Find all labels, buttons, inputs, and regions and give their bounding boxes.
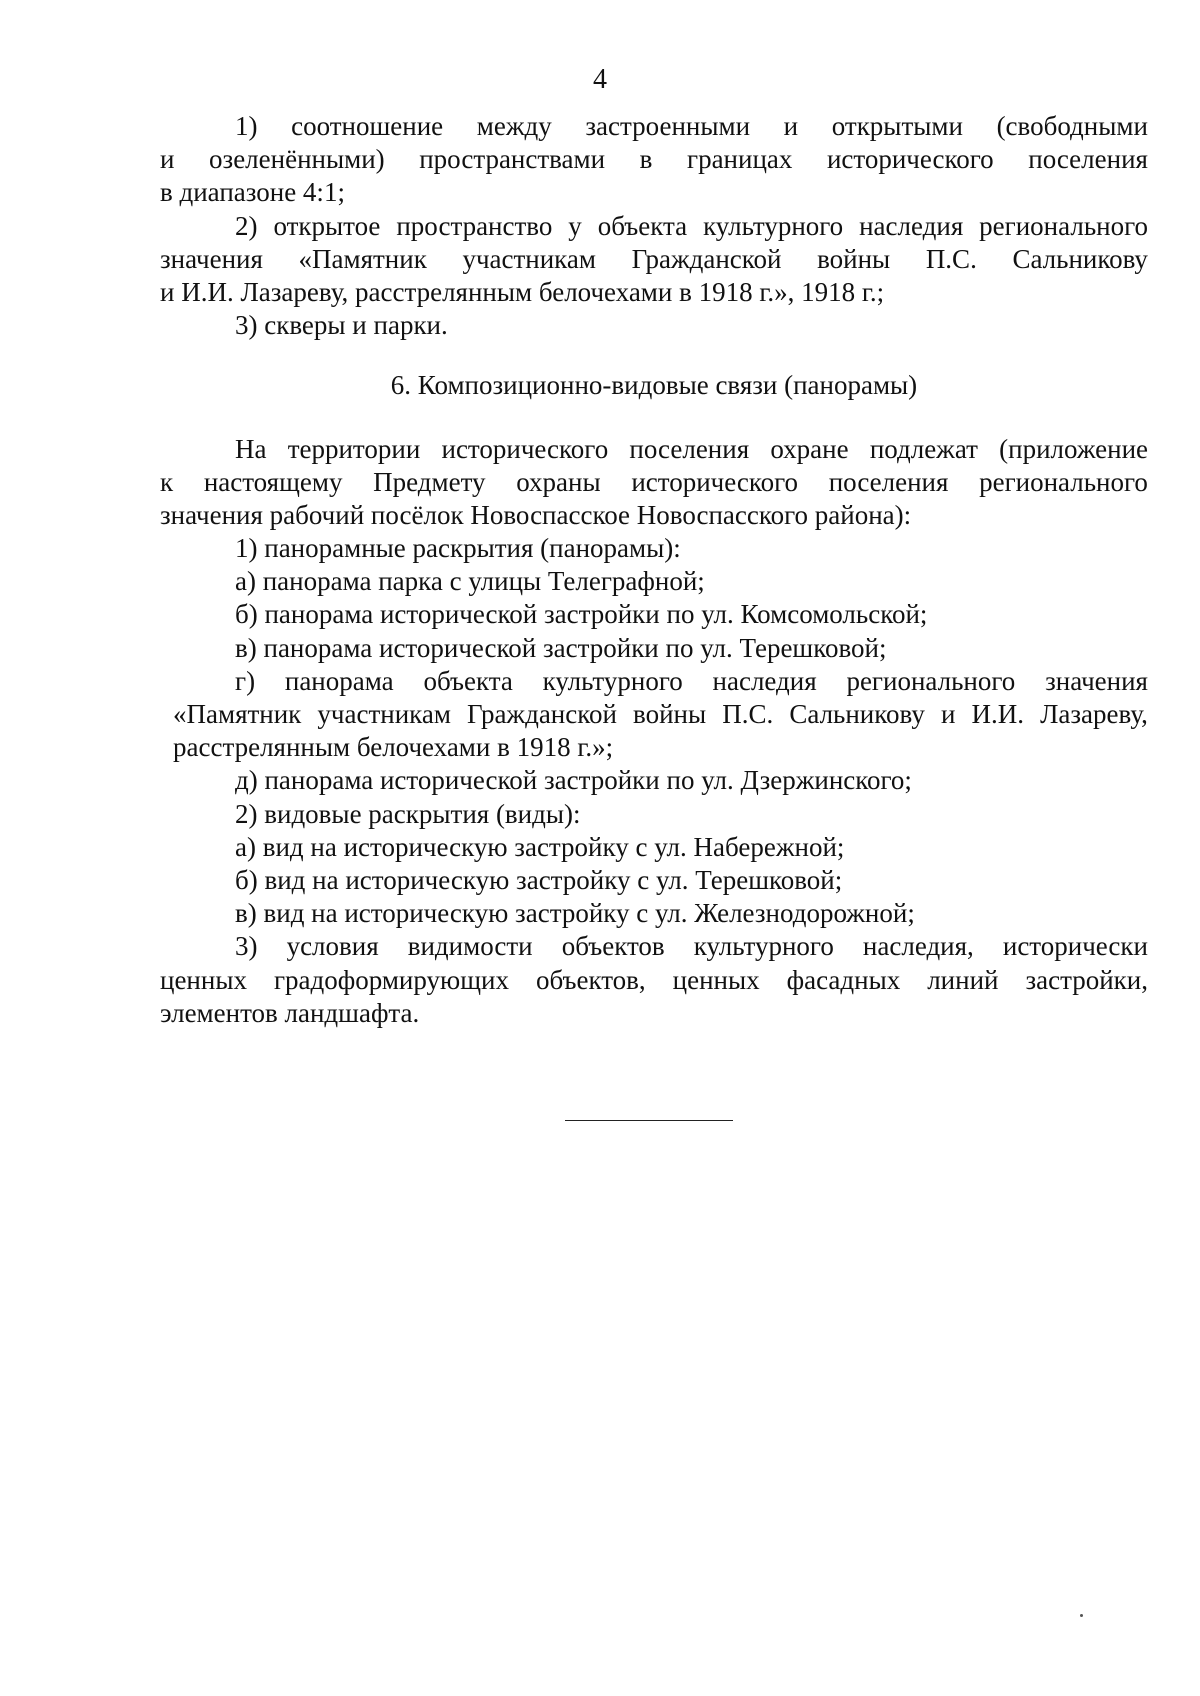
word: значения — [1045, 665, 1148, 696]
word: участникам — [462, 243, 596, 274]
word: видимости — [407, 931, 533, 962]
word: Гражданской — [467, 699, 617, 729]
word: поселения — [828, 466, 949, 497]
word: И.И. — [971, 699, 1024, 729]
word: подлежат — [869, 433, 978, 464]
word: исторического — [631, 466, 799, 497]
word: у — [568, 210, 582, 241]
word: исторического — [441, 433, 609, 464]
word: регионального — [979, 210, 1148, 241]
list-title: 1) панорамные раскрытия (панорамы): — [235, 533, 681, 564]
word: культурного — [542, 665, 683, 696]
text-line: значения рабочий посёлок Новоспасское Новоспасского района): — [160, 499, 912, 530]
word: объекта — [597, 210, 688, 241]
word: культурного — [693, 931, 834, 962]
word: ценных — [160, 964, 247, 995]
list-item: а) вид на историческую застройку с ул. Набережной; — [235, 831, 845, 862]
word: наследия — [859, 210, 964, 241]
list-item: в) вид на историческую застройку с ул. Железнодорожной; — [235, 898, 915, 929]
word: к — [160, 466, 174, 497]
word: и — [160, 144, 175, 175]
word: условия — [286, 931, 379, 962]
word: и — [783, 111, 799, 141]
word: наследия, — [862, 931, 974, 962]
word: ценных — [672, 964, 760, 995]
word: участникам — [317, 699, 451, 729]
word: озеленёнными) — [209, 144, 385, 175]
justified-line — [160, 110, 1148, 143]
list-title: 2) видовые раскрытия (виды): — [235, 798, 581, 829]
word: П.С. — [925, 243, 977, 274]
word: границах — [687, 144, 793, 175]
justified-line — [160, 665, 1148, 698]
list-item: в) панорама исторической застройки по ул. Терешковой; — [235, 632, 887, 663]
word: 1) — [235, 111, 258, 141]
text-line: элементов ландшафта. — [160, 997, 420, 1028]
word: войны — [817, 243, 891, 274]
word: фасадных — [786, 964, 901, 995]
word: поселения — [629, 433, 750, 464]
word: объектов — [561, 931, 665, 962]
list-item: д) панорама исторической застройки по ул. Дзержинского; — [235, 765, 912, 796]
word: панорама — [284, 665, 394, 696]
list-item: б) вид на историческую застройку с ул. Терешковой; — [235, 864, 843, 895]
word: войны — [633, 699, 707, 729]
word: значения — [160, 243, 263, 274]
word: «Памятник — [173, 699, 302, 729]
list-item: б) панорама исторической застройки по ул. Комсомольской; — [235, 599, 928, 630]
word: регионального — [846, 665, 1016, 696]
word: На — [235, 433, 267, 464]
justified-line — [160, 243, 1148, 276]
justified-line — [160, 143, 1148, 176]
list-item: а) панорама парка с улицы Телеграфной; — [235, 566, 705, 597]
word: (приложение — [999, 433, 1148, 464]
word: в — [639, 144, 653, 175]
justified-line — [160, 698, 1148, 731]
text-line: расстрелянным белочехами в 1918 г.»; — [173, 732, 614, 763]
justified-line — [160, 964, 1148, 997]
word: 2) — [235, 210, 258, 241]
justified-line — [160, 433, 1148, 466]
word: соотношение — [291, 111, 444, 141]
word: застроенными — [585, 111, 751, 141]
justified-line — [160, 466, 1148, 499]
word: открытыми — [831, 111, 963, 141]
section-heading: 6. Композиционно-видовые связи (панорамы) — [390, 370, 918, 401]
text-line: 3) скверы и парки. — [235, 310, 448, 341]
word: 3) — [235, 931, 258, 962]
text-line: в диапазоне 4:1; — [160, 177, 345, 208]
word: Лазареву, — [1040, 699, 1148, 729]
word: исторически — [1002, 931, 1148, 962]
justified-line — [160, 930, 1148, 963]
word: пространство — [396, 210, 553, 241]
word: объекта — [423, 665, 513, 696]
text-line: и И.И. Лазареву, расстрелянным белочехами в 1918 г.», 1918 г.; — [160, 276, 885, 307]
word: наследия — [712, 665, 817, 696]
word: между — [476, 111, 552, 141]
word: градоформирующих — [273, 964, 509, 995]
word: открытое — [273, 210, 381, 241]
word: Сальникову — [1012, 243, 1148, 274]
word: охране — [770, 433, 849, 464]
word: Сальникову — [789, 699, 925, 729]
word: исторического — [826, 144, 994, 175]
page-number: 4 — [593, 64, 607, 95]
word: г) — [235, 665, 256, 696]
word: объектов, — [535, 964, 646, 995]
word: линий — [927, 964, 999, 995]
word: территории — [287, 433, 421, 464]
word: пространствами — [419, 144, 606, 175]
word: поселения — [1028, 144, 1148, 175]
document-body — [160, 110, 1148, 1030]
closing-rule — [565, 1120, 733, 1121]
word: охраны — [516, 466, 601, 497]
word: П.С. — [722, 699, 774, 729]
word: и — [940, 699, 956, 729]
word: (свободными — [996, 111, 1148, 141]
word: застройки, — [1025, 964, 1148, 995]
word: регионального — [979, 466, 1148, 497]
word: настоящему — [203, 466, 343, 497]
word: Предмету — [373, 466, 486, 497]
word: Гражданской — [631, 243, 782, 274]
word: культурного — [703, 210, 844, 241]
word: «Памятник — [298, 243, 427, 274]
stray-dot — [1080, 1614, 1083, 1617]
justified-line — [160, 210, 1148, 243]
